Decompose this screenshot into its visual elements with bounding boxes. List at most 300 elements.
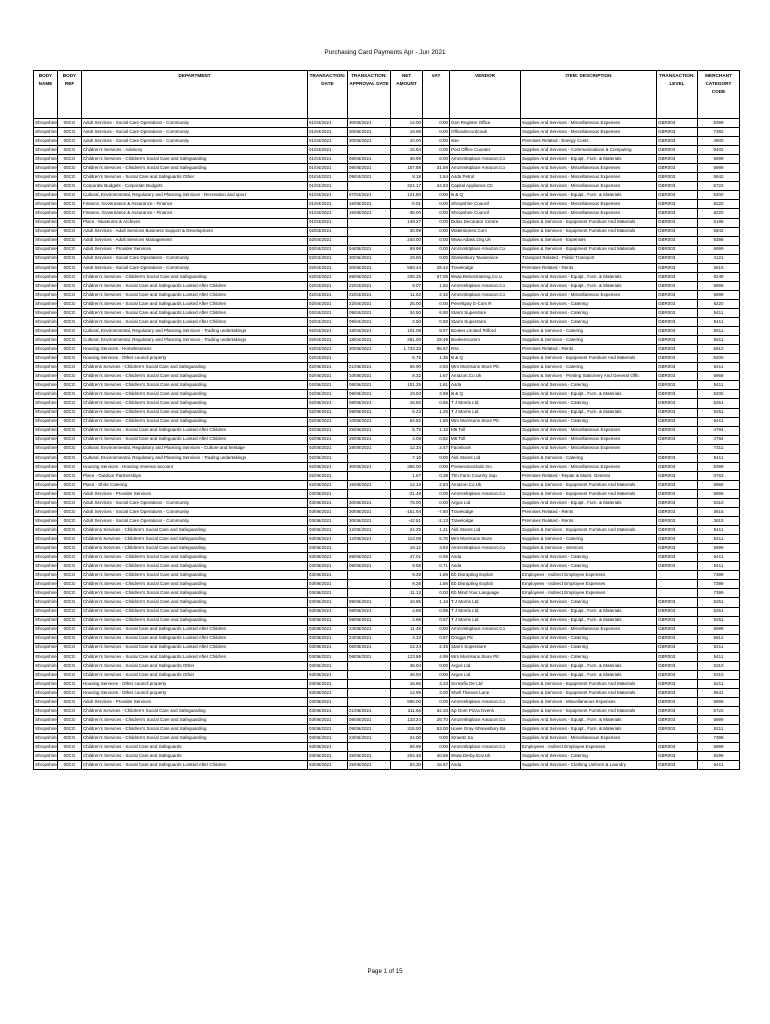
cell-merchant-category-code: 8220 bbox=[698, 299, 740, 308]
cell-approval-date: 06/05/2021 bbox=[348, 652, 391, 661]
cell-transaction-date: 03/06/2021 bbox=[308, 607, 348, 616]
cell-body-name: Shropshire bbox=[34, 480, 58, 489]
cell-body-name: Shropshire bbox=[34, 743, 58, 752]
cell-body-ref: 00CG bbox=[58, 489, 82, 498]
table-row bbox=[34, 390, 740, 399]
cell-department: Adult Services - Social Care Operations - Community bbox=[82, 137, 308, 146]
cell-body-name: Shropshire bbox=[34, 598, 58, 607]
cell-transaction-level: GBR003 bbox=[657, 209, 698, 218]
cell-merchant-category-code: 8220 bbox=[698, 200, 740, 209]
cell-net-amount: -42.51 bbox=[391, 517, 423, 526]
cell-transaction-level: GBR003 bbox=[657, 417, 698, 426]
cell-body-ref: 00CG bbox=[58, 345, 82, 354]
cell-net-amount: 14.00 bbox=[391, 119, 423, 128]
cell-body-name: Shropshire bbox=[34, 716, 58, 725]
cell-merchant-category-code: 5999 bbox=[698, 245, 740, 254]
cell-transaction-date: 03/06/2021 bbox=[308, 562, 348, 571]
cell-transaction-date: 03/06/2021 bbox=[308, 652, 348, 661]
cell-vendor: Amznmktplace Amazon.Co bbox=[450, 245, 521, 254]
table-row bbox=[34, 698, 740, 707]
cell-department: Cultural, Environmental, Regulatory and Planning Services - Trading undertakings bbox=[82, 336, 308, 345]
cell-vendor: Smeetz Sa bbox=[450, 734, 521, 743]
cell-body-name: Shropshire bbox=[34, 164, 58, 173]
cell-net-amount: 11.13 bbox=[391, 589, 423, 598]
cell-net-amount: 315.00 bbox=[391, 725, 423, 734]
cell-vat: 1.86 bbox=[423, 417, 450, 426]
table-row bbox=[34, 453, 740, 462]
cell-transaction-level: GBR003 bbox=[657, 363, 698, 372]
table-row bbox=[34, 562, 740, 571]
cell-vat: -2.13 bbox=[423, 517, 450, 526]
cell-vendor: Aldi Stores Ltd bbox=[450, 453, 521, 462]
cell-transaction-level: GBR003 bbox=[657, 508, 698, 517]
cell-transaction-date: 03/06/2021 bbox=[308, 761, 348, 770]
cell-vendor: Argos Ltd bbox=[450, 670, 521, 679]
table-row bbox=[34, 571, 740, 580]
cell-transaction-date: 01/04/2021 bbox=[308, 137, 348, 146]
cell-vat: 0.00 bbox=[423, 625, 450, 634]
table-row bbox=[34, 263, 740, 272]
cell-vendor: Greggs Plc bbox=[450, 634, 521, 643]
cell-department: Children's Services - Social Care and Safeguards Other bbox=[82, 661, 308, 670]
cell-vendor: Wm Morrisons Store bbox=[450, 535, 521, 544]
cell-vendor: Amazon.Co.Uk bbox=[450, 480, 521, 489]
cell-net-amount: 14.13 bbox=[391, 480, 423, 489]
cell-body-ref: 00CG bbox=[58, 652, 82, 661]
cell-net-amount: 4.88 bbox=[391, 607, 423, 616]
cell-vat: -7.60 bbox=[423, 508, 450, 517]
cell-body-ref: 00CG bbox=[58, 761, 82, 770]
cell-item-description: Premises Related - Rents bbox=[521, 517, 657, 526]
cell-net-amount: 9.28 bbox=[391, 580, 423, 589]
cell-transaction-date: 02/04/2021 bbox=[308, 327, 348, 336]
cell-item-description: Premises Related - Energy Costs bbox=[521, 137, 657, 146]
cell-vendor: Asda bbox=[450, 761, 521, 770]
cell-body-ref: 00CG bbox=[58, 634, 82, 643]
cell-vat: 40.89 bbox=[423, 752, 450, 761]
cell-department: Children's Services - Children's Social Care and Safeguarding bbox=[82, 390, 308, 399]
cell-body-ref: 00CG bbox=[58, 354, 82, 363]
cell-vendor: Travelodge bbox=[450, 508, 521, 517]
cell-body-name: Shropshire bbox=[34, 643, 58, 652]
cell-transaction-level: GBR003 bbox=[657, 562, 698, 571]
cell-transaction-date: 02/06/2021 bbox=[308, 426, 348, 435]
cell-vendor: Wm Morrisons Store Plc bbox=[450, 652, 521, 661]
cell-approval-date: 30/06/2021 bbox=[348, 137, 391, 146]
cell-item-description: Supplies And Services - Equipt., Furn. & Materials bbox=[521, 498, 657, 507]
table-row bbox=[34, 544, 740, 553]
cell-merchant-category-code: 5211 bbox=[698, 725, 740, 734]
cell-item-description: Supplies And Services - Equipt., Furn. & Materials bbox=[521, 725, 657, 734]
cell-item-description: Supplies & Services - Equipment Furniture And Materials bbox=[521, 480, 657, 489]
cell-transaction-level: GBR003 bbox=[657, 372, 698, 381]
cell-item-description: Supplies & Services - Equipment Furniture And Materials bbox=[521, 245, 657, 254]
cell-vendor: Officialrecordcouk bbox=[450, 128, 521, 137]
cell-body-ref: 00CG bbox=[58, 471, 82, 480]
cell-vat: 63.00 bbox=[423, 725, 450, 734]
cell-department: Children's Services - Children's Social Care and Safeguarding bbox=[82, 372, 308, 381]
cell-vendor: M6 Toll bbox=[450, 435, 521, 444]
cell-merchant-category-code: 9399 bbox=[698, 119, 740, 128]
cell-transaction-date: 03/06/2021 bbox=[308, 526, 348, 535]
cell-body-name: Shropshire bbox=[34, 489, 58, 498]
cell-vendor: Starrs Superstore bbox=[450, 308, 521, 317]
header-item-description: ITEM: DESCRIPTION bbox=[521, 71, 657, 119]
cell-vendor: B & Q bbox=[450, 390, 521, 399]
cell-transaction-level: GBR003 bbox=[657, 698, 698, 707]
cell-approval-date: 08/06/2021 bbox=[348, 155, 391, 164]
cell-approval-date: 30/06/2021 bbox=[348, 128, 391, 137]
cell-transaction-date: 01/04/2021 bbox=[308, 191, 348, 200]
cell-department: Cultural, Environmental, Regulatory and Planning Services - Trading undertakings bbox=[82, 327, 308, 336]
cell-body-name: Shropshire bbox=[34, 227, 58, 236]
header-transaction-level: TRANSACTION: LEVEL bbox=[657, 71, 698, 119]
cell-transaction-level: GBR003 bbox=[657, 707, 698, 716]
cell-merchant-category-code: 5310 bbox=[698, 670, 740, 679]
cell-net-amount: 48.94 bbox=[391, 661, 423, 670]
cell-department: Children's Services - Social Care and Safeguards Looked After Children bbox=[82, 761, 308, 770]
cell-transaction-date: 03/06/2021 bbox=[308, 553, 348, 562]
cell-net-amount: 9.58 bbox=[391, 562, 423, 571]
cell-body-ref: 00CG bbox=[58, 544, 82, 553]
cell-department: Childrens Services - Children's Social Care and Safeguarding bbox=[82, 544, 308, 553]
cell-item-description: Supplies & Services - Expenses bbox=[521, 236, 657, 245]
table-row bbox=[34, 318, 740, 327]
cell-transaction-level: GBR003 bbox=[657, 318, 698, 327]
table-row bbox=[34, 336, 740, 345]
cell-body-ref: 00CG bbox=[58, 408, 82, 417]
cell-item-description: Supplies And Services - Miscellaneous Expenses bbox=[521, 444, 657, 453]
cell-body-ref: 00CG bbox=[58, 308, 82, 317]
cell-approval-date: 23/06/2021 bbox=[348, 734, 391, 743]
cell-transaction-date: 03/06/2021 bbox=[308, 498, 348, 507]
cell-body-name: Shropshire bbox=[34, 535, 58, 544]
cell-vendor: Eb Mind Your Language bbox=[450, 589, 521, 598]
table-row bbox=[34, 725, 740, 734]
cell-approval-date: 30/06/2021 bbox=[348, 254, 391, 263]
cell-transaction-date: 01/04/2021 bbox=[308, 209, 348, 218]
cell-department: Children's Services - Children's Social Care and Safeguarding bbox=[82, 580, 308, 589]
cell-net-amount: 1.67 bbox=[391, 471, 423, 480]
cell-approval-date bbox=[348, 182, 391, 191]
cell-body-ref: 00CG bbox=[58, 517, 82, 526]
cell-approval-date: 30/06/2021 bbox=[348, 508, 391, 517]
table-row bbox=[34, 417, 740, 426]
header-merchant-category-code: MERCHANT CATEGORY CODE bbox=[698, 71, 740, 119]
table-row bbox=[34, 363, 740, 372]
cell-vat: 2.83 bbox=[423, 480, 450, 489]
cell-transaction-date: 03/06/2021 bbox=[308, 688, 348, 697]
cell-net-amount: 7.16 bbox=[391, 453, 423, 462]
cell-item-description: Supplies & Services - Equipment Furniture And Materials bbox=[521, 707, 657, 716]
table-row bbox=[34, 435, 740, 444]
cell-vat: 3.00 bbox=[423, 688, 450, 697]
cell-vat: 16.67 bbox=[423, 761, 450, 770]
table-row bbox=[34, 462, 740, 471]
cell-merchant-category-code: 5969 bbox=[698, 372, 740, 381]
cell-vat: 31.59 bbox=[423, 164, 450, 173]
cell-vat: 5.70 bbox=[423, 535, 450, 544]
table-row bbox=[34, 272, 740, 281]
cell-transaction-level: GBR003 bbox=[657, 553, 698, 562]
cell-net-amount: 49.93 bbox=[391, 670, 423, 679]
cell-net-amount: 12.24 bbox=[391, 643, 423, 652]
cell-merchant-category-code: 5200 bbox=[698, 390, 740, 399]
cell-body-name: Shropshire bbox=[34, 399, 58, 408]
cell-approval-date: 10/06/2021 bbox=[348, 372, 391, 381]
cell-transaction-date: 03/06/2021 bbox=[308, 508, 348, 517]
cell-transaction-date: 03/06/2021 bbox=[308, 707, 348, 716]
cell-vendor: Possessionclaim.Go bbox=[450, 462, 521, 471]
table-row bbox=[34, 707, 740, 716]
cell-vendor: Amznmktplace Amazon.Co bbox=[450, 698, 521, 707]
cell-department: Adult Services - Social Care Operations - Community bbox=[82, 498, 308, 507]
cell-body-ref: 00CG bbox=[58, 137, 82, 146]
cell-approval-date bbox=[348, 743, 391, 752]
cell-merchant-category-code: 5999 bbox=[698, 743, 740, 752]
cell-merchant-category-code: 5999 bbox=[698, 164, 740, 173]
cell-transaction-date: 03/06/2021 bbox=[308, 616, 348, 625]
cell-net-amount: 10.95 bbox=[391, 598, 423, 607]
cell-transaction-level: GBR003 bbox=[657, 128, 698, 137]
cell-department: Children's Services - Social Care and Safeguards Looked After Children bbox=[82, 634, 308, 643]
cell-transaction-level: GBR003 bbox=[657, 544, 698, 553]
cell-net-amount: 355.00 bbox=[391, 462, 423, 471]
cell-vat: 28.42 bbox=[423, 263, 450, 272]
cell-item-description: Supplies And Services - Equipt., Furn. & Materials bbox=[521, 716, 657, 725]
cell-approval-date: 30/06/2021 bbox=[348, 462, 391, 471]
cell-merchant-category-code: 5812 bbox=[698, 345, 740, 354]
cell-transaction-date: 02/06/2021 bbox=[308, 372, 348, 381]
cell-vat: 4.99 bbox=[423, 652, 450, 661]
cell-transaction-level: GBR003 bbox=[657, 643, 698, 652]
cell-approval-date: 08/06/2021 bbox=[348, 716, 391, 725]
table-row bbox=[34, 236, 740, 245]
cell-transaction-level: GBR003 bbox=[657, 435, 698, 444]
cell-department: Children's Services - Social Care and Safeguards bbox=[82, 752, 308, 761]
cell-department: Adult Services - Adult Services Business Support & Development bbox=[82, 227, 308, 236]
cell-department: Children's Services - Social Care and Safeguards Looked After Children bbox=[82, 308, 308, 317]
cell-merchant-category-code: 3615 bbox=[698, 508, 740, 517]
cell-merchant-category-code: 5999 bbox=[698, 544, 740, 553]
cell-net-amount: 39.99 bbox=[391, 155, 423, 164]
cell-item-description: Supplies And Services - Miscellaneous Expenses bbox=[521, 200, 657, 209]
table-row bbox=[34, 607, 740, 616]
cell-transaction-level: GBR003 bbox=[657, 308, 698, 317]
cell-net-amount: 19.60 bbox=[391, 254, 423, 263]
cell-net-amount: 69.98 bbox=[391, 245, 423, 254]
cell-approval-date bbox=[348, 589, 391, 598]
table-row bbox=[34, 444, 740, 453]
cell-vendor: Facebook bbox=[450, 444, 521, 453]
cell-transaction-level: GBR003 bbox=[657, 254, 698, 263]
cell-transaction-date: 03/06/2021 bbox=[308, 535, 348, 544]
cell-body-name: Shropshire bbox=[34, 571, 58, 580]
cell-vat: 0.98 bbox=[423, 607, 450, 616]
cell-net-amount: 224.17 bbox=[391, 182, 423, 191]
cell-item-description: Supplies And Services - Equipt., Furn. & Materials bbox=[521, 670, 657, 679]
cell-body-ref: 00CG bbox=[58, 119, 82, 128]
cell-merchant-category-code: 5251 bbox=[698, 408, 740, 417]
cell-body-name: Shropshire bbox=[34, 670, 58, 679]
cell-vat: 3.50 bbox=[423, 363, 450, 372]
cell-body-name: Shropshire bbox=[34, 734, 58, 743]
cell-department: Children's Services - Social Care and Safeguards Other bbox=[82, 670, 308, 679]
cell-item-description: Supplies And Services - Catering bbox=[521, 598, 657, 607]
cell-body-ref: 00CG bbox=[58, 480, 82, 489]
cell-transaction-date: 01/04/2021 bbox=[308, 155, 348, 164]
cell-net-amount: 24.25 bbox=[391, 526, 423, 535]
cell-item-description: Premises Related - Rents bbox=[521, 508, 657, 517]
cell-transaction-date: 02/06/2021 bbox=[308, 399, 348, 408]
cell-merchant-category-code: 5251 bbox=[698, 616, 740, 625]
cell-item-description: Supplies & Services - Catering bbox=[521, 363, 657, 372]
cell-net-amount: 30.99 bbox=[391, 227, 423, 236]
cell-vendor: Starrs Superstore bbox=[450, 643, 521, 652]
cell-vat: 0.57 bbox=[423, 616, 450, 625]
cell-item-description: Supplies And Services - Miscellaneous Expenses bbox=[521, 734, 657, 743]
cell-vendor: Screwfix Dir Ltd bbox=[450, 679, 521, 688]
cell-department: Childrens Services - Children's Social Care and Safeguarding bbox=[82, 363, 308, 372]
cell-transaction-level: GBR003 bbox=[657, 625, 698, 634]
cell-vat: 86.67 bbox=[423, 345, 450, 354]
cell-transaction-level: GBR003 bbox=[657, 616, 698, 625]
cell-approval-date bbox=[348, 471, 391, 480]
cell-transaction-level: GBR003 bbox=[657, 498, 698, 507]
cell-body-ref: 00CG bbox=[58, 272, 82, 281]
cell-item-description: Supplies And Services - Catering bbox=[521, 399, 657, 408]
cell-department: Children's Services - Children's Social Care and Safeguarding bbox=[82, 553, 308, 562]
cell-body-name: Shropshire bbox=[34, 182, 58, 191]
cell-merchant-category-code: 0763 bbox=[698, 471, 740, 480]
cell-vat: 0.00 bbox=[423, 698, 450, 707]
cell-item-description: Supplies & Services - Equipment Furniture And Materials bbox=[521, 526, 657, 535]
cell-net-amount: 8.32 bbox=[391, 372, 423, 381]
cell-net-amount: 114.06 bbox=[391, 535, 423, 544]
cell-vat: 1.15 bbox=[423, 426, 450, 435]
cell-transaction-level: GBR003 bbox=[657, 146, 698, 155]
cell-transaction-level bbox=[657, 580, 698, 589]
cell-item-description: Supplies And Services - Miscellaneous Expenses bbox=[521, 119, 657, 128]
cell-merchant-category-code: 7399 bbox=[698, 571, 740, 580]
cell-transaction-date: 02/06/2021 bbox=[308, 390, 348, 399]
table-row bbox=[34, 670, 740, 679]
cell-net-amount: -0.01 bbox=[391, 200, 423, 209]
cell-vendor: Tfm Farm Country Sup bbox=[450, 471, 521, 480]
cell-transaction-level: GBR003 bbox=[657, 535, 698, 544]
cell-vat: 0.00 bbox=[423, 498, 450, 507]
cell-vat: 26.70 bbox=[423, 716, 450, 725]
cell-merchant-category-code: 5310 bbox=[698, 661, 740, 670]
cell-transaction-date: 02/04/2021 bbox=[308, 318, 348, 327]
cell-merchant-category-code: 5411 bbox=[698, 453, 740, 462]
cell-net-amount: 101.08 bbox=[391, 327, 423, 336]
cell-transaction-level: GBR003 bbox=[657, 182, 698, 191]
cell-vendor: Www.Adass.Org.Uk bbox=[450, 236, 521, 245]
cell-item-description: Supplies And Services - Miscellaneous Expenses bbox=[521, 173, 657, 182]
cell-body-ref: 00CG bbox=[58, 698, 82, 707]
cell-body-ref: 00CG bbox=[58, 191, 82, 200]
cell-department: Housing Services - Other council property bbox=[82, 688, 308, 697]
cell-item-description: Employees - Indirect Employee Expenses bbox=[521, 571, 657, 580]
cell-transaction-level: GBR003 bbox=[657, 408, 698, 417]
table-row bbox=[34, 345, 740, 354]
cell-vendor: Amazon.Co.Uk bbox=[450, 372, 521, 381]
cell-item-description: Supplies And Services - Catering bbox=[521, 318, 657, 327]
table-row bbox=[34, 299, 740, 308]
cell-body-ref: 00CG bbox=[58, 164, 82, 173]
cell-approval-date: 08/06/2021 bbox=[348, 553, 391, 562]
cell-net-amount: 240.00 bbox=[391, 236, 423, 245]
table-row bbox=[34, 146, 740, 155]
cell-transaction-date: 02/04/2021 bbox=[308, 281, 348, 290]
cell-net-amount: 123.69 bbox=[391, 652, 423, 661]
cell-body-name: Shropshire bbox=[34, 553, 58, 562]
cell-approval-date: 08/06/2021 bbox=[348, 607, 391, 616]
cell-vat: 67.05 bbox=[423, 272, 450, 281]
header-approval-date: TRANSACTION: APPROVAL DATE bbox=[348, 71, 391, 119]
cell-transaction-level: GBR003 bbox=[657, 191, 698, 200]
cell-body-ref: 00CG bbox=[58, 128, 82, 137]
cell-transaction-date: 02/04/2021 bbox=[308, 308, 348, 317]
cell-transaction-level: GBR003 bbox=[657, 752, 698, 761]
cell-body-ref: 00CG bbox=[58, 372, 82, 381]
cell-item-description: Supplies And Services - Equipt., Furn. & Materials bbox=[521, 191, 657, 200]
cell-body-name: Shropshire bbox=[34, 263, 58, 272]
cell-approval-date: 24/05/2021 bbox=[348, 634, 391, 643]
cell-item-description: Supplies And Services - Catering bbox=[521, 308, 657, 317]
cell-merchant-category-code: 5411 bbox=[698, 652, 740, 661]
cell-body-ref: 00CG bbox=[58, 381, 82, 390]
cell-transaction-level: GBR003 bbox=[657, 173, 698, 182]
table-row bbox=[34, 327, 740, 336]
cell-department: Children's Services - Social Care and Safeguards bbox=[82, 743, 308, 752]
cell-transaction-level: GBR003 bbox=[657, 426, 698, 435]
cell-vendor: Argos Ltd bbox=[450, 661, 521, 670]
cell-body-name: Shropshire bbox=[34, 498, 58, 507]
table-row bbox=[34, 173, 740, 182]
cell-transaction-date: 02/04/2021 bbox=[308, 254, 348, 263]
table-row bbox=[34, 191, 740, 200]
cell-vendor: Amznmktplace Amazon.Co bbox=[450, 716, 521, 725]
cell-approval-date bbox=[348, 571, 391, 580]
table-row bbox=[34, 517, 740, 526]
cell-vat: 0.00 bbox=[423, 734, 450, 743]
cell-vendor: Eb Disrupting Exploit bbox=[450, 571, 521, 580]
cell-vat: 3.33 bbox=[423, 679, 450, 688]
cell-merchant-category-code: 5251 bbox=[698, 607, 740, 616]
cell-body-name: Shropshire bbox=[34, 363, 58, 372]
cell-vat: 0.00 bbox=[423, 299, 450, 308]
cell-vendor: Shropshire Council bbox=[450, 200, 521, 209]
cell-transaction-date: 02/04/2021 bbox=[308, 290, 348, 299]
cell-merchant-category-code: 5200 bbox=[698, 354, 740, 363]
cell-body-name: Shropshire bbox=[34, 146, 58, 155]
cell-body-ref: 00CG bbox=[58, 688, 82, 697]
cell-approval-date: 08/06/2021 bbox=[348, 390, 391, 399]
cell-vendor: Post Office Counter bbox=[450, 146, 521, 155]
cell-item-description: Supplies & Services - Equipment Furniture And Materials bbox=[521, 688, 657, 697]
cell-merchant-category-code: 5411 bbox=[698, 308, 740, 317]
cell-vendor: Amznmktplace Amazon.Co bbox=[450, 290, 521, 299]
table-body bbox=[34, 119, 740, 770]
cell-vat: 2.47 bbox=[423, 444, 450, 453]
cell-vat: 0.00 bbox=[423, 218, 450, 227]
cell-net-amount: 335.25 bbox=[391, 272, 423, 281]
cell-body-ref: 00CG bbox=[58, 245, 82, 254]
cell-item-description: Supplies And Services - Catering bbox=[521, 553, 657, 562]
cell-transaction-level: GBR003 bbox=[657, 263, 698, 272]
